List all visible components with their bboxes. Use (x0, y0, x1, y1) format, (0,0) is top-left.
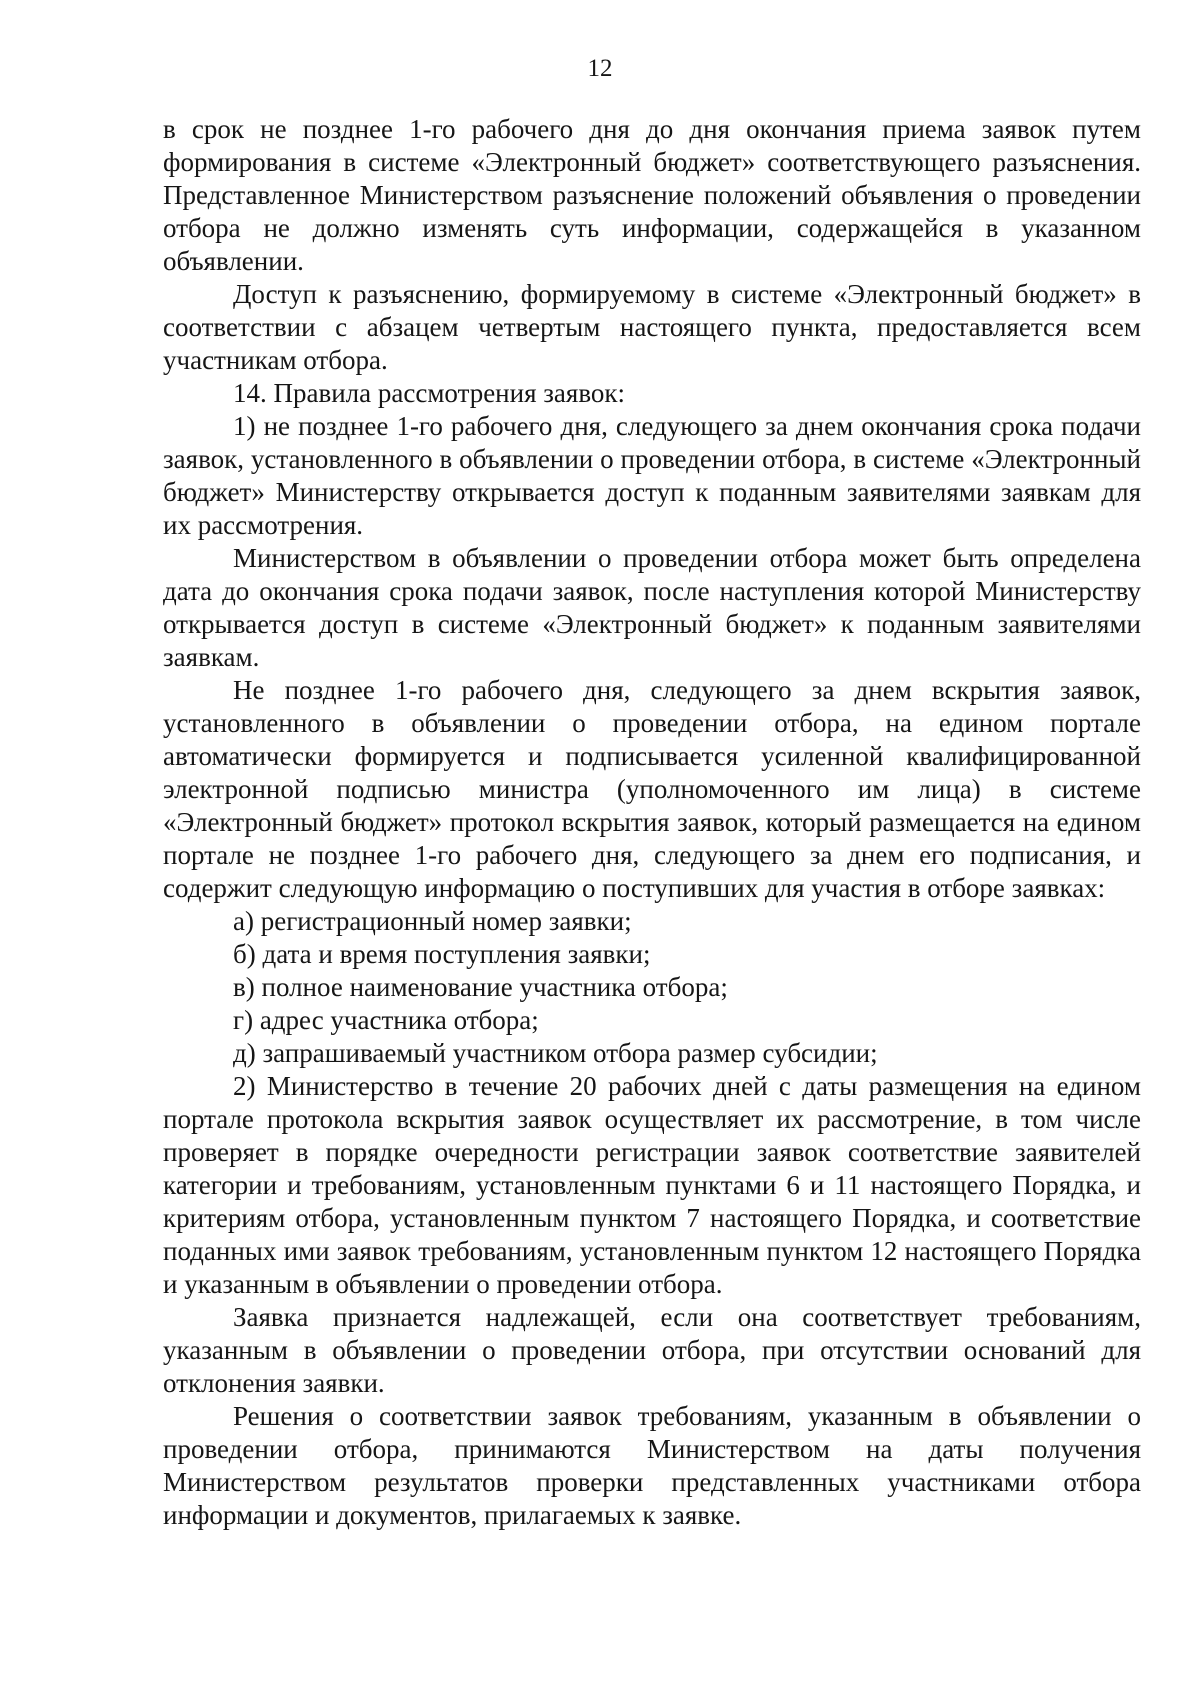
paragraph: в срок не позднее 1-го рабочего дня до дня окончания приема заявок путем формирования в системе «Электронный бюджет» соответствующего разъяснения. Представленное Министерством разъяснение положений объявления о проведении отбора не должно изменять суть информации, содержащейся в указанном объявлении. (163, 114, 1141, 276)
list-item: д) запрашиваемый участником отбора размер субсидии; (233, 1038, 878, 1068)
paragraph: Не позднее 1-го рабочего дня, следующего за днем вскрытия заявок, установленного в объявлении о проведении отбора, на едином портале автоматически формируется и подписывается усиленной квалифицированной электронной подписью министра (уполномоченного им лица) в системе «Электронный бюджет» протокол вскрытия заявок, который размещается на едином портале не позднее 1-го рабочего дня, следующего за днем его подписания, и содержит следующую информацию о поступивших для участия в отборе заявках: (163, 675, 1141, 903)
page-number: 12 (587, 55, 613, 82)
document-body (163, 113, 1141, 1532)
paragraph: Решения о соответствии заявок требованиям, указанным в объявлении о проведении отбора, принимаются Министерством на даты получения Министерством результатов проверки представленных участниками отбора информации и документов, прилагаемых к заявке. (163, 1401, 1141, 1530)
section-heading: 14. Правила рассмотрения заявок: (233, 378, 626, 408)
list-item: в) полное наименование участника отбора; (233, 972, 728, 1002)
paragraph: Доступ к разъяснению, формируемому в системе «Электронный бюджет» в соответствии с абзацем четвертым настоящего пункта, предоставляется всем участникам отбора. (163, 279, 1141, 375)
paragraph: 2) Министерство в течение 20 рабочих дней с даты размещения на едином портале протокола вскрытия заявок осуществляет их рассмотрение, в том числе проверяет в порядке очередности регистрации заявок соответствие заявителей категории и требованиям, установленным пунктами 6 и 11 настоящего Порядка, и критериям отбора, установленным пунктом 7 настоящего Порядка, и соответствие поданных ими заявок требованиям, установленным пунктом 12 настоящего Порядка и указанным в объявлении о проведении отбора. (163, 1071, 1141, 1299)
list-item: г) адрес участника отбора; (233, 1005, 539, 1035)
paragraph: 1) не позднее 1-го рабочего дня, следующего за днем окончания срока подачи заявок, установленного в объявлении о проведении отбора, в системе «Электронный бюджет» Министерству открывается доступ к поданным заявителями заявкам для их рассмотрения. (163, 411, 1141, 540)
list-item: а) регистрационный номер заявки; (233, 906, 632, 936)
paragraph: Заявка признается надлежащей, если она соответствует требованиям, указанным в объявлении о проведении отбора, при отсутствии оснований для отклонения заявки. (163, 1302, 1141, 1398)
list-item: б) дата и время поступления заявки; (233, 939, 651, 969)
paragraph: Министерством в объявлении о проведении отбора может быть определена дата до окончания срока подачи заявок, после наступления которой Министерству открывается доступ в системе «Электронный бюджет» к поданным заявителями заявкам. (163, 543, 1141, 672)
